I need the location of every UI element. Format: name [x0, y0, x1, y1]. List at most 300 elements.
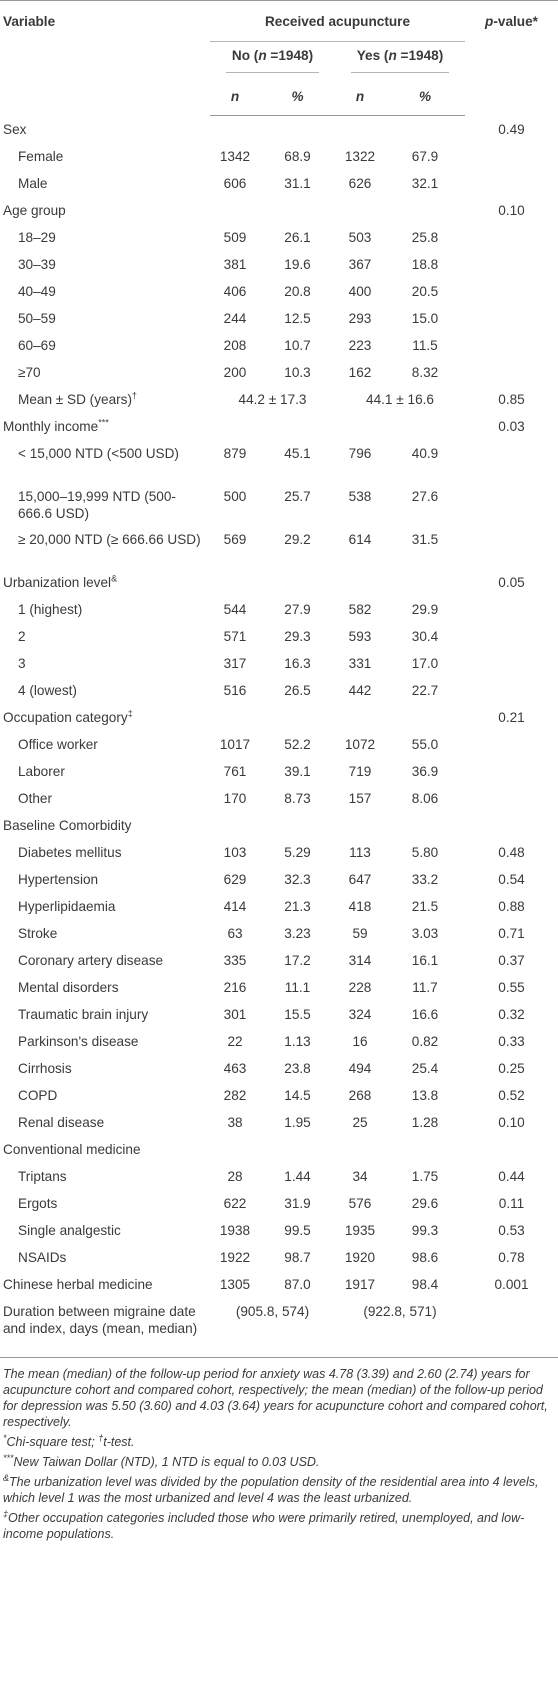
- yes-pct-cell: 21.5: [411, 898, 439, 914]
- pvalue-cell: 0.33: [498, 1033, 525, 1049]
- no-pct-cell: 45.1: [284, 445, 311, 461]
- no-group-header: No (n =1948): [210, 42, 335, 79]
- no-pct-cell: [260, 569, 335, 596]
- no-n-cell: 335: [223, 952, 247, 968]
- table-row: [0, 278, 558, 305]
- table-row: [0, 1136, 558, 1163]
- no-pct-cell: 19.6: [284, 256, 311, 272]
- row-label: Occupation category‡: [3, 707, 133, 725]
- yes-pct-cell: 22.7: [411, 682, 439, 698]
- pvalue-cell: [465, 1298, 558, 1358]
- yes-pct-cell: 25.8: [411, 229, 439, 245]
- pvalue-cell: 0.48: [498, 844, 525, 860]
- no-pct-cell: 26.1: [284, 229, 311, 245]
- yes-n-cell: [335, 197, 385, 224]
- pvalue-cell: 0.21: [498, 709, 525, 725]
- no-n-cell: 1938: [219, 1222, 251, 1238]
- no-n-cell: 38: [227, 1114, 243, 1130]
- no-pct-cell: 1.95: [284, 1114, 311, 1130]
- table-row: [0, 1217, 558, 1244]
- no-n-cell: [210, 116, 260, 143]
- row-label: 15,000–19,999 NTD (500-666.6 USD): [18, 488, 176, 521]
- yes-n-cell: 268: [348, 1087, 372, 1103]
- yes-pct-cell: 15.0: [411, 310, 439, 326]
- no-n-cell: 244: [223, 310, 247, 326]
- pvalue-cell: [465, 812, 558, 839]
- pvalue-cell: 0.85: [498, 391, 525, 407]
- table-row: [0, 569, 558, 596]
- yes-n-cell: [335, 704, 385, 731]
- no-pct-cell: [260, 197, 335, 224]
- yes-pct-cell: 13.8: [411, 1087, 439, 1103]
- row-label: Traumatic brain injury: [18, 1006, 149, 1022]
- pvalue-cell: 0.32: [498, 1006, 525, 1022]
- row-label: COPD: [18, 1087, 58, 1103]
- pvalue-cell: 0.10: [498, 1114, 525, 1130]
- yes-pct-cell: 11.7: [412, 979, 438, 995]
- pvalue-cell: 0.03: [498, 418, 525, 434]
- no-n-cell: 1342: [219, 148, 251, 164]
- row-label: Age group: [3, 202, 66, 218]
- no-n-cell: 629: [223, 871, 247, 887]
- no-n-cell: 414: [223, 898, 247, 914]
- no-n-cell: 569: [223, 531, 247, 547]
- no-n-cell: 200: [223, 364, 247, 380]
- yes-pct-cell: 29.6: [411, 1195, 439, 1211]
- yes-pct-cell: 98.4: [411, 1276, 439, 1292]
- row-label: 1 (highest): [18, 601, 83, 617]
- table-row: [0, 305, 558, 332]
- yes-n-cell: 324: [348, 1006, 372, 1022]
- yes-n-cell: 494: [348, 1060, 372, 1076]
- yes-n-cell: 223: [348, 337, 372, 353]
- no-n-cell: 282: [223, 1087, 247, 1103]
- no-n-cell: 381: [223, 256, 247, 272]
- no-pct-cell: 16.3: [284, 655, 311, 671]
- no-n-cell: [210, 704, 260, 731]
- pvalue-cell: [465, 758, 558, 785]
- yes-pct-cell: 0.82: [411, 1033, 439, 1049]
- pvalue-cell: [465, 483, 558, 526]
- no-n-cell: 208: [223, 337, 247, 353]
- pvalue-cell: [465, 305, 558, 332]
- yes-pct-cell: 8.06: [411, 790, 439, 806]
- row-label: 50–59: [18, 310, 56, 326]
- variable-header: Variable: [0, 1, 210, 116]
- no-n-cell: 516: [223, 682, 247, 698]
- pvalue-cell: 0.10: [498, 202, 525, 218]
- row-label: Triptans: [18, 1168, 67, 1184]
- yes-pct-cell: 33.2: [411, 871, 439, 887]
- row-label: Stroke: [18, 925, 58, 941]
- table-row: [0, 526, 558, 569]
- yes-n-cell: 614: [348, 531, 372, 547]
- table-row: [0, 483, 558, 526]
- no-n-cell: 509: [223, 229, 247, 245]
- footnote: &The urbanization level was divided by the population density of the residential area into 4 levels, which level 1 was the most urbanized and level 4 was the least urbanized.: [3, 1472, 539, 1505]
- table-row: [0, 623, 558, 650]
- table-row: [0, 251, 558, 278]
- row-label: 30–39: [18, 256, 56, 272]
- no-n-cell: 622: [223, 1195, 247, 1211]
- row-label: Office worker: [18, 736, 98, 752]
- yes-n-cell: 418: [348, 898, 372, 914]
- no-pct-cell: 8.73: [284, 790, 311, 806]
- no-pct-cell: 3.23: [284, 925, 311, 941]
- no-n-cell: [210, 1136, 260, 1163]
- table-row: [0, 1271, 558, 1298]
- no-pct-cell: 1.13: [284, 1033, 311, 1049]
- no-pct-cell: 15.5: [284, 1006, 311, 1022]
- no-pct-cell: 31.9: [284, 1195, 311, 1211]
- table-row: [0, 1109, 558, 1136]
- no-group-summary: 44.2 ± 17.3: [238, 391, 307, 407]
- no-pct-cell: 17.2: [284, 952, 311, 968]
- row-label: Hypertension: [18, 871, 99, 887]
- pvalue-cell: 0.05: [498, 574, 525, 590]
- no-n-cell: 22: [227, 1033, 243, 1049]
- pvalue-cell: [465, 332, 558, 359]
- row-label: Single analgestic: [18, 1222, 121, 1238]
- no-n-cell: 879: [223, 445, 247, 461]
- table-row: [0, 1001, 558, 1028]
- yes-n-cell: 34: [352, 1168, 368, 1184]
- table-row: [0, 386, 558, 413]
- row-label: 18–29: [18, 229, 56, 245]
- no-n-cell: [210, 197, 260, 224]
- yes-pct-header: %: [385, 79, 465, 116]
- yes-pct-cell: 20.5: [411, 283, 439, 299]
- no-pct-cell: 23.8: [284, 1060, 311, 1076]
- pvalue-cell: [465, 278, 558, 305]
- footnote: ‡Other occupation categories included those who were primarily retired, unemployed, and low-income populations.: [3, 1508, 525, 1541]
- yes-pct-cell: [385, 704, 465, 731]
- table-row: [0, 596, 558, 623]
- no-pct-cell: 27.9: [284, 601, 311, 617]
- yes-n-cell: 1920: [344, 1249, 376, 1265]
- pvalue-cell: [465, 650, 558, 677]
- no-pct-cell: 87.0: [284, 1276, 311, 1292]
- no-n-cell: 103: [223, 844, 247, 860]
- no-n-cell: 1305: [219, 1276, 251, 1292]
- yes-n-cell: 626: [348, 175, 372, 191]
- row-label: ≥70: [18, 364, 41, 380]
- pvalue-cell: [465, 224, 558, 251]
- pvalue-header: p-value*: [465, 1, 558, 116]
- pvalue-cell: 0.71: [498, 925, 525, 941]
- pvalue-cell: [465, 143, 558, 170]
- no-pct-cell: 29.3: [284, 628, 311, 644]
- no-pct-cell: 98.7: [284, 1249, 311, 1265]
- no-pct-cell: 25.7: [284, 488, 311, 504]
- row-label: Urbanization level&: [3, 572, 118, 590]
- no-n-cell: 463: [223, 1060, 247, 1076]
- yes-pct-cell: 31.5: [411, 531, 439, 547]
- no-pct-cell: 32.3: [284, 871, 311, 887]
- no-n-cell: 500: [223, 488, 247, 504]
- yes-pct-cell: 36.9: [411, 763, 439, 779]
- no-pct-cell: 26.5: [284, 682, 311, 698]
- row-label: Mental disorders: [18, 979, 119, 995]
- pvalue-cell: 0.52: [498, 1087, 525, 1103]
- row-label: Duration between migraine date and index, days (mean, median): [0, 1298, 210, 1358]
- yes-n-cell: 719: [348, 763, 372, 779]
- no-pct-cell: 1.44: [284, 1168, 311, 1184]
- no-pct-cell: [260, 704, 335, 731]
- no-n-cell: 1017: [219, 736, 251, 752]
- pvalue-cell: 0.11: [498, 1195, 525, 1211]
- table-row: [0, 1244, 558, 1271]
- pvalue-cell: 0.88: [498, 898, 525, 914]
- table-row: [0, 224, 558, 251]
- no-pct-cell: [260, 116, 335, 143]
- row-label: Parkinson's disease: [18, 1033, 139, 1049]
- yes-n-cell: 503: [348, 229, 372, 245]
- pvalue-cell: [465, 785, 558, 812]
- yes-group-summary: (922.8, 571): [335, 1298, 465, 1358]
- table-row: [0, 677, 558, 704]
- yes-pct-cell: [385, 413, 465, 440]
- no-pct-cell: 99.5: [284, 1222, 311, 1238]
- yes-pct-cell: 16.1: [411, 952, 439, 968]
- footnote: *Chi-square test; †t-test.: [3, 1432, 135, 1449]
- pvalue-cell: 0.25: [498, 1060, 525, 1076]
- row-label: Baseline Comorbidity: [3, 817, 132, 833]
- pvalue-cell: [465, 596, 558, 623]
- yes-pct-cell: 3.03: [411, 925, 439, 941]
- no-n-cell: [210, 413, 260, 440]
- pvalue-cell: [465, 623, 558, 650]
- yes-pct-cell: 17.0: [411, 655, 439, 671]
- no-pct-cell: 29.2: [284, 531, 311, 547]
- yes-group-summary: 44.1 ± 16.6: [366, 391, 434, 407]
- no-pct-cell: 10.3: [284, 364, 311, 380]
- row-label: ≥ 20,000 NTD (≥ 666.66 USD): [18, 531, 201, 547]
- table-row: [0, 332, 558, 359]
- pvalue-cell: 0.55: [498, 979, 525, 995]
- yes-pct-cell: [385, 569, 465, 596]
- pvalue-cell: [465, 731, 558, 758]
- pvalue-cell: [465, 1136, 558, 1163]
- table-row: [0, 731, 558, 758]
- no-n-cell: 606: [223, 175, 247, 191]
- row-label: 60–69: [18, 337, 56, 353]
- row-label: Coronary artery disease: [18, 952, 164, 968]
- table-row: [0, 785, 558, 812]
- table-row: [0, 974, 558, 1001]
- pvalue-cell: 0.001: [494, 1276, 529, 1292]
- table-row: [0, 359, 558, 386]
- pvalue-cell: [465, 359, 558, 386]
- yes-pct-cell: 16.6: [411, 1006, 439, 1022]
- no-pct-cell: 20.8: [284, 283, 311, 299]
- yes-pct-cell: 1.75: [411, 1168, 439, 1184]
- yes-n-cell: 1935: [344, 1222, 376, 1238]
- pvalue-cell: [465, 251, 558, 278]
- yes-n-cell: 59: [352, 925, 368, 941]
- no-pct-cell: 12.5: [284, 310, 311, 326]
- yes-n-cell: 113: [349, 844, 371, 860]
- row-label: Cirrhosis: [18, 1060, 72, 1076]
- row-label: Conventional medicine: [3, 1141, 141, 1157]
- table-row: [0, 866, 558, 893]
- yes-n-cell: 1917: [344, 1276, 376, 1292]
- yes-n-cell: [335, 569, 385, 596]
- table-row: [0, 170, 558, 197]
- no-n-cell: 406: [223, 283, 247, 299]
- table-row: [0, 1055, 558, 1082]
- footnote: The mean (median) of the follow-up period for anxiety was 4.78 (3.39) and 2.60 (2.74) years for acupuncture cohort and compared cohort, respectively; the mean (median) of the follow-up period for depression was 5.50 (3.60) and 4.03 (3.64) years for acupuncture cohort and compared cohort, respectively.: [3, 1367, 548, 1429]
- yes-n-cell: 1322: [344, 148, 376, 164]
- table-row: [0, 413, 558, 440]
- row-label: Monthly income***: [3, 416, 109, 434]
- yes-pct-cell: [385, 197, 465, 224]
- no-pct-cell: 5.29: [284, 844, 311, 860]
- row-label: NSAIDs: [18, 1249, 67, 1265]
- table-row: [0, 758, 558, 785]
- yes-n-cell: 576: [348, 1195, 372, 1211]
- yes-n-cell: 162: [348, 364, 372, 380]
- row-label: Ergots: [18, 1195, 58, 1211]
- no-pct-cell: 31.1: [284, 175, 311, 191]
- table-row: [0, 812, 558, 839]
- yes-pct-cell: 18.8: [411, 256, 439, 272]
- yes-n-cell: 367: [348, 256, 372, 272]
- row-label: Mean ± SD (years)†: [18, 389, 137, 407]
- table-row: [0, 1163, 558, 1190]
- no-pct-cell: [260, 413, 335, 440]
- pvalue-cell: [465, 677, 558, 704]
- yes-n-cell: 16: [352, 1033, 368, 1049]
- yes-n-cell: [335, 116, 385, 143]
- footnote: ***New Taiwan Dollar (NTD), 1 NTD is equal to 0.03 USD.: [3, 1452, 320, 1469]
- pvalue-cell: 0.54: [498, 871, 525, 887]
- table-row: [0, 839, 558, 866]
- yes-n-cell: 228: [348, 979, 372, 995]
- no-pct-header: %: [260, 79, 335, 116]
- no-group-summary: (905.8, 574): [210, 1298, 335, 1358]
- yes-pct-cell: 29.9: [411, 601, 439, 617]
- no-pct-cell: [260, 1136, 335, 1163]
- yes-n-cell: 314: [348, 952, 372, 968]
- no-n-cell: [210, 569, 260, 596]
- row-label: Laborer: [18, 763, 65, 779]
- no-pct-cell: 68.9: [284, 148, 311, 164]
- yes-pct-cell: 32.1: [411, 175, 439, 191]
- yes-n-cell: 538: [348, 488, 372, 504]
- table-row: [0, 1190, 558, 1217]
- yes-pct-cell: 8.32: [411, 364, 439, 380]
- yes-n-header: n: [335, 79, 385, 116]
- table-row: [0, 143, 558, 170]
- no-pct-cell: 11.1: [284, 979, 311, 995]
- yes-pct-cell: 30.4: [411, 628, 439, 644]
- yes-n-cell: 442: [348, 682, 372, 698]
- no-pct-cell: 10.7: [284, 337, 311, 353]
- yes-n-cell: 157: [348, 790, 372, 806]
- yes-pct-cell: 27.6: [411, 488, 439, 504]
- yes-n-cell: 796: [348, 445, 372, 461]
- yes-n-cell: 647: [348, 871, 372, 887]
- yes-group-header: Yes (n =1948): [335, 42, 465, 79]
- row-label: Sex: [3, 121, 27, 137]
- row-label: < 15,000 NTD (<500 USD): [18, 445, 179, 461]
- yes-pct-cell: 25.4: [411, 1060, 439, 1076]
- row-label: Male: [18, 175, 48, 191]
- table-row: [0, 893, 558, 920]
- yes-pct-cell: 5.80: [411, 844, 439, 860]
- no-pct-cell: 14.5: [284, 1087, 311, 1103]
- table-header: [0, 1, 558, 116]
- yes-pct-cell: 67.9: [411, 148, 439, 164]
- group-header: Received acupuncture: [210, 1, 465, 42]
- row-label: Other: [18, 790, 52, 806]
- row-label: Renal disease: [18, 1114, 105, 1130]
- table-body: [0, 116, 558, 1358]
- yes-n-cell: [335, 812, 385, 839]
- yes-pct-cell: 1.28: [411, 1114, 439, 1130]
- no-n-cell: 571: [223, 628, 247, 644]
- yes-pct-cell: [385, 1136, 465, 1163]
- yes-n-cell: [335, 1136, 385, 1163]
- pvalue-cell: 0.53: [498, 1222, 525, 1238]
- pvalue-cell: [465, 170, 558, 197]
- yes-n-cell: 1072: [344, 736, 376, 752]
- yes-n-cell: 25: [352, 1114, 368, 1130]
- yes-pct-cell: 99.3: [411, 1222, 439, 1238]
- pvalue-cell: [465, 526, 558, 569]
- no-n-cell: 761: [223, 763, 247, 779]
- pvalue-cell: [465, 440, 558, 483]
- no-n-cell: 1922: [219, 1249, 251, 1265]
- table-row: [0, 116, 558, 143]
- yes-n-cell: [335, 413, 385, 440]
- pvalue-cell: 0.37: [498, 952, 525, 968]
- row-label: Chinese herbal medicine: [3, 1276, 153, 1292]
- yes-n-cell: 293: [348, 310, 372, 326]
- yes-pct-cell: 40.9: [411, 445, 439, 461]
- table-row: [0, 704, 558, 731]
- row-label: Hyperlipidaemia: [18, 898, 116, 914]
- row-label: 3: [18, 655, 26, 671]
- no-n-cell: 170: [223, 790, 247, 806]
- row-label: 2: [18, 628, 26, 644]
- no-n-cell: 63: [227, 925, 243, 941]
- no-n-cell: 28: [227, 1168, 243, 1184]
- no-pct-cell: 21.3: [284, 898, 311, 914]
- table-row: [0, 197, 558, 224]
- no-pct-cell: [260, 812, 335, 839]
- yes-n-cell: 331: [348, 655, 372, 671]
- no-pct-cell: 39.1: [284, 763, 311, 779]
- pvalue-cell: 0.49: [498, 121, 525, 137]
- table-row: [0, 1028, 558, 1055]
- yes-pct-cell: 11.5: [412, 337, 438, 353]
- pvalue-cell: 0.44: [498, 1168, 525, 1184]
- row-label: Female: [18, 148, 64, 164]
- no-pct-cell: 52.2: [284, 736, 311, 752]
- yes-pct-cell: [385, 116, 465, 143]
- yes-n-cell: 400: [348, 283, 372, 299]
- yes-n-cell: 582: [348, 601, 372, 617]
- no-n-cell: [210, 812, 260, 839]
- no-n-cell: 216: [223, 979, 247, 995]
- table-row: [0, 947, 558, 974]
- pvalue-cell: 0.78: [498, 1249, 525, 1265]
- no-n-header: n: [210, 79, 260, 116]
- row-label: Diabetes mellitus: [18, 844, 122, 860]
- yes-pct-cell: 55.0: [411, 736, 439, 752]
